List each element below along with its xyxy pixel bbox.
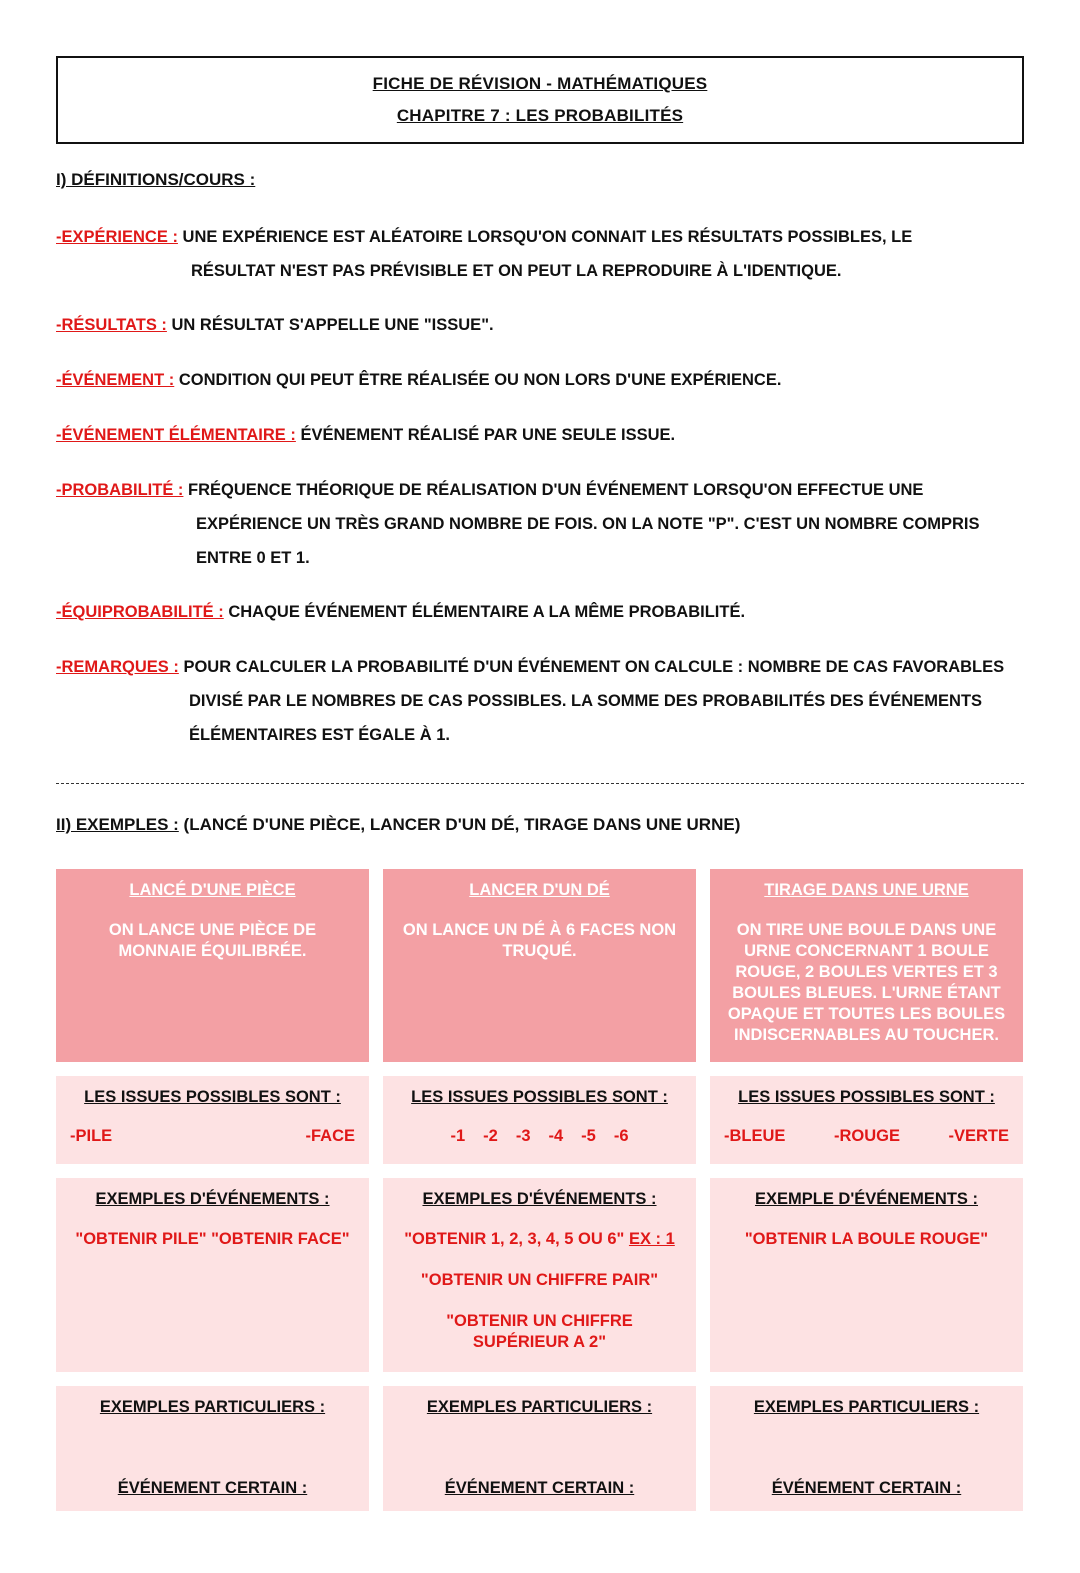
urn-events-cell: EXEMPLE D'ÉVÉNEMENTS : "OBTENIR LA BOULE ROUGE" [710,1178,1023,1372]
definition-equiprobabilite: -ÉQUIPROBABILITÉ : CHAQUE ÉVÉNEMENT ÉLÉMENTAIRE A LA MÊME PROBABILITÉ. [56,603,746,621]
definition-evenement: -ÉVÉNEMENT : CONDITION QUI PEUT ÊTRE RÉALISÉE OU NON LORS D'UNE EXPÉRIENCE. [56,371,782,389]
definition-resultats: -RÉSULTATS : UN RÉSULTAT S'APPELLE UNE "ISSUE". [56,316,494,334]
urn-issues-list: -BLEUE -ROUGE -VERTE [724,1127,1009,1145]
coin-issues-cell: LES ISSUES POSSIBLES SONT : -PILE -FACE [56,1076,369,1164]
definition-experience: -EXPÉRIENCE : UNE EXPÉRIENCE EST ALÉATOIRE LORSQU'ON CONNAIT LES RÉSULTATS POSSIBLES, LE RÉSULTAT N'EST PAS PRÉVISIBLE ET ON PEUT LA REPRODUIRE À L'IDENTIQUE. [56,228,913,280]
definition-probabilite: -PROBABILITÉ : FRÉQUENCE THÉORIQUE DE RÉALISATION D'UN ÉVÉNEMENT LORSQU'ON EFFECTUE UNE EXPÉRIENCE UN TRÈS GRAND NOMBRE DE FOIS. ON LA NOTE "P". C'EST UN NOMBRE COMPRIS ENTRE 0 ET 1. [56,481,980,567]
dice-issues-cell: LES ISSUES POSSIBLES SONT : -1 -2 -3 -4 -5 -6 [383,1076,696,1164]
title-box [56,56,1024,144]
dice-event-1: "OBTENIR 1, 2, 3, 4, 5 OU 6" EX : 1 [404,1230,675,1248]
chapter-title: CHAPITRE 7 : LES PROBABILITÉS [396,106,684,125]
coin-events-cell: EXEMPLES D'ÉVÉNEMENTS : "OBTENIR PILE" "OBTENIR FACE" [56,1178,369,1372]
urn-header-cell: TIRAGE DANS UNE URNE ON TIRE UNE BOULE DANS UNE URNE CONCERNANT 1 BOULE ROUGE, 2 BOULES VERTES ET 3 BOULES BLEUES. L'URNE ÉTANT OPAQUE ET TOUTES LES BOULES INDISCERNABLES AU TOUCHER. [710,869,1023,1062]
urn-issues-cell: LES ISSUES POSSIBLES SONT : -BLEUE -ROUGE -VERTE [710,1076,1023,1164]
coin-issues-list: -PILE -FACE [70,1127,355,1145]
coin-particular-cell: EXEMPLES PARTICULIERS : ÉVÉNEMENT CERTAIN : [56,1386,369,1511]
dice-header-cell: LANCER D'UN DÉ ON LANCE UN DÉ À 6 FACES NON TRUQUÉ. [383,869,696,1062]
coin-header-cell: LANCÉ D'UNE PIÈCE ON LANCE UNE PIÈCE DE MONNAIE ÉQUILIBRÉE. [56,869,369,1062]
dice-events-cell: EXEMPLES D'ÉVÉNEMENTS : "OBTENIR 1, 2, 3, 4, 5 OU 6" EX : 1 "OBTENIR UN CHIFFRE PAIR" "OBTENIR UN CHIFFRE SUPÉRIEUR A 2" [383,1178,696,1372]
dice-particular-cell: EXEMPLES PARTICULIERS : ÉVÉNEMENT CERTAIN : [383,1386,696,1511]
page-title: FICHE DE RÉVISION - MATHÉMATIQUES [372,74,708,93]
urn-particular-cell: EXEMPLES PARTICULIERS : ÉVÉNEMENT CERTAIN : [710,1386,1023,1511]
section-2-title: II) EXEMPLES : (LANCÉ D'UNE PIÈCE, LANCER D'UN DÉ, TIRAGE DANS UNE URNE) [56,815,741,834]
definition-remarques: -REMARQUES : POUR CALCULER LA PROBABILITÉ D'UN ÉVÉNEMENT ON CALCULE : NOMBRE DE CAS FAVORABLES DIVISÉ PAR LE NOMBRES DE CAS POSSIBLES. LA SOMME DES PROBABILITÉS DES ÉVÉNEMENTS ÉLÉMENTAIRES EST ÉGALE À 1. [56,658,1005,744]
section-divider [56,783,1024,784]
dice-issues-list: -1 -2 -3 -4 -5 -6 [450,1127,629,1145]
section-1-title: I) DÉFINITIONS/COURS : [56,170,256,189]
definition-evenement-elementaire: -ÉVÉNEMENT ÉLÉMENTAIRE : ÉVÉNEMENT RÉALISÉ PAR UNE SEULE ISSUE. [56,426,676,444]
